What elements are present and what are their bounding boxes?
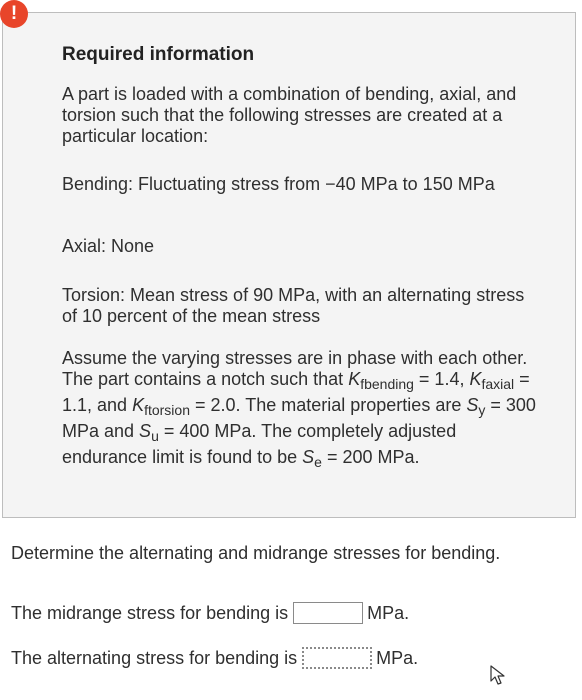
question-prompt: Determine the alternating and midrange stresses for bending. <box>11 543 501 563</box>
alternating-stress-input[interactable] <box>302 647 372 669</box>
alternating-label: The alternating stress for bending is <box>11 647 298 668</box>
midrange-label: The midrange stress for bending is <box>11 602 289 623</box>
assumptions-text: Assume the varying stresses are in phase with each other. The part contains a notch such that $K_{fbending} = 1.4$, $K_{faxial} = 1.1$, and $K_{ftorsion} = 2.0$. The material properties are $S_y = 300$ MPa and $S_u = 400$ MPa. The completely adjusted endurance limit is found to be $S_e = 200$ MPa. <box>62 348 536 470</box>
alternating-unit: MPa. <box>376 647 419 668</box>
midrange-unit: MPa. <box>367 602 410 623</box>
mouse-pointer-icon <box>488 664 508 686</box>
bending-text: Bending: Fluctuating stress from −40 MPa to 150 MPa <box>62 174 495 194</box>
torsion-text: Torsion: Mean stress of 90 MPa, with an alternating stress of 10 percent of the mean stress <box>62 285 525 326</box>
panel-title: Required information <box>62 44 255 65</box>
intro-text: A part is loaded with a combination of bending, axial, and torsion such that the following stresses are created at a particular location: <box>62 84 517 146</box>
midrange-stress-input[interactable] <box>293 602 363 624</box>
exclamation-icon: ! <box>0 0 28 28</box>
midrange-answer-row <box>11 602 409 624</box>
axial-text: Axial: None <box>62 236 155 256</box>
alternating-answer-row <box>11 647 418 669</box>
